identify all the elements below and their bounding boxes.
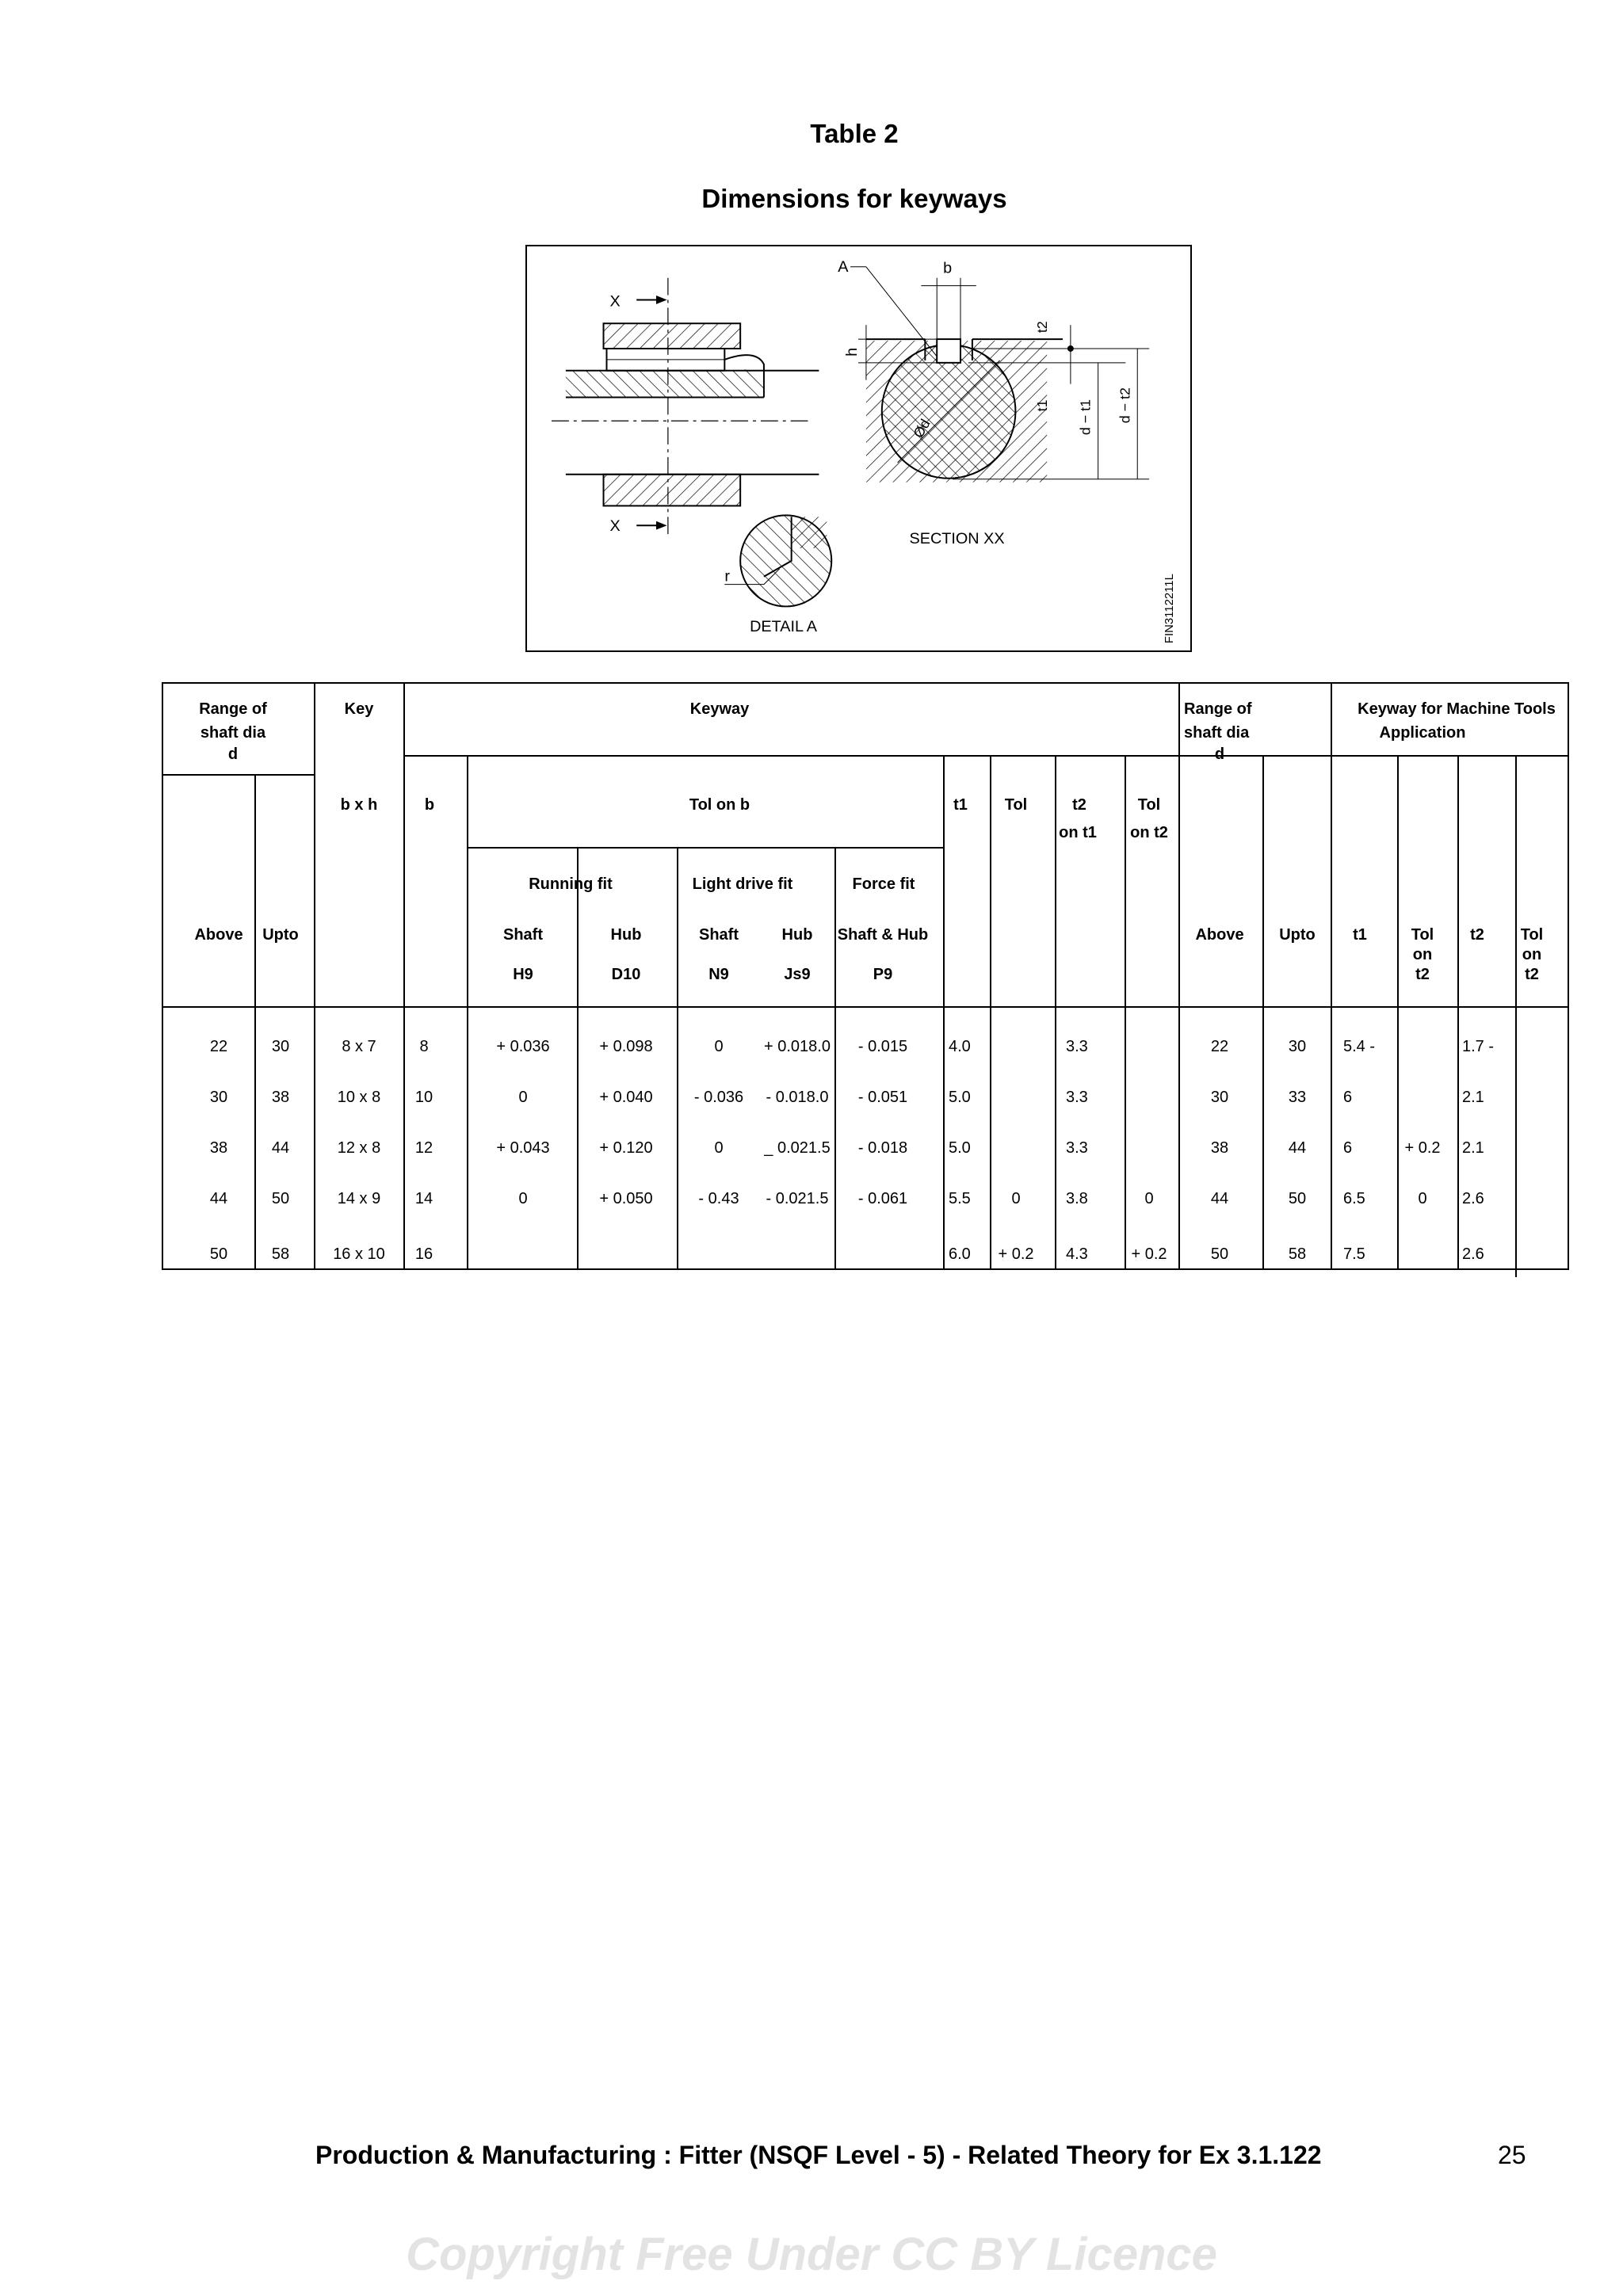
hdr-n9: N9	[708, 966, 729, 983]
hdr-above-2: Above	[1195, 926, 1244, 944]
table-cell: 2.6	[1462, 1245, 1484, 1263]
table-cell: 4.3	[1066, 1245, 1088, 1263]
table-cell: 7.5	[1343, 1245, 1365, 1263]
table-cell: 6	[1343, 1089, 1353, 1106]
table-cell: 5.0	[949, 1139, 971, 1157]
table-cell: _ 0.021.5	[764, 1139, 831, 1157]
table-cell: 2.6	[1462, 1190, 1484, 1207]
hdr-tol: Tol	[1004, 796, 1028, 814]
h-label: h	[843, 347, 861, 357]
table-cell: 44	[209, 1190, 228, 1207]
hdr-mt-tol-2c: t2	[1525, 966, 1539, 983]
section-label: SECTION XX	[909, 530, 1005, 548]
table-headers	[194, 700, 1555, 983]
a-label: A	[838, 257, 849, 276]
hdr-t2: t2	[1072, 796, 1086, 814]
table-cell: + 0.050	[599, 1190, 653, 1207]
table-cell: 44	[1288, 1139, 1307, 1157]
hdr-range-1: Range of	[199, 700, 267, 718]
hdr-above: Above	[194, 926, 243, 944]
hdr-force-fit: Force fit	[852, 875, 915, 893]
hdr-range-3: d	[227, 746, 239, 763]
t2-label: t2	[1034, 321, 1051, 334]
hdr-key: Key	[344, 700, 374, 718]
hdr-range-2: shaft dia	[200, 724, 266, 742]
hdr-shaft-n9: Shaft	[699, 926, 739, 944]
hdr-range2-3: d	[1214, 746, 1225, 763]
table-cell: + 0.018.0	[764, 1038, 831, 1055]
table-cell: 2.1	[1462, 1089, 1484, 1106]
table-cell: + 0.043	[496, 1139, 550, 1157]
hdr-mt-tol-1b: on	[1412, 946, 1433, 963]
hdr-hub-d10: Hub	[610, 926, 642, 944]
hdr-shaft-and-hub: Shaft & Hub	[837, 926, 929, 944]
table-cell: 0	[1418, 1190, 1427, 1207]
table-cell: 8 x 7	[342, 1038, 376, 1055]
keyway-drawing	[525, 245, 1192, 652]
hdr-range2-2: shaft dia	[1184, 724, 1250, 742]
table-cell: 0	[518, 1089, 528, 1106]
table-cell: 58	[271, 1245, 290, 1263]
hdr-machine-tools-2: Application	[1379, 724, 1466, 742]
table-cell: 50	[209, 1245, 228, 1263]
table-cell: 38	[209, 1139, 228, 1157]
table-cell: 0	[714, 1139, 724, 1157]
hdr-mt-tol-2b: on	[1522, 946, 1542, 963]
table-cell: 12	[414, 1139, 433, 1157]
table-cell: 10	[414, 1089, 433, 1106]
hdr-hub-js9: Hub	[781, 926, 813, 944]
hdr-bxh: b x h	[340, 796, 378, 814]
table-cell: 0	[1144, 1190, 1154, 1207]
hdr-h9: H9	[513, 966, 533, 983]
longitudinal-view	[552, 278, 819, 537]
hdr-on-t1: on t1	[1059, 824, 1097, 841]
table-cell: 8	[419, 1038, 429, 1055]
table-cell: + 0.2	[1404, 1139, 1441, 1157]
detail-a	[724, 515, 831, 606]
hdr-mt-t1: t1	[1353, 926, 1367, 944]
hdr-t1: t1	[953, 796, 968, 814]
table-cell: - 0.061	[857, 1190, 908, 1207]
table-cell: - 0.015	[857, 1038, 908, 1055]
table-cell: 5.4 -	[1343, 1038, 1376, 1055]
hdr-shaft-h9: Shaft	[503, 926, 543, 944]
table-cell: 22	[209, 1038, 228, 1055]
detail-label: DETAIL A	[750, 618, 817, 636]
table-cell: 44	[271, 1139, 290, 1157]
figure-id: FIN3112211L	[1163, 574, 1176, 644]
table-cell: + 0.2	[1131, 1245, 1167, 1263]
table-cell: 5.0	[949, 1089, 971, 1106]
table-cell: 3.3	[1066, 1139, 1088, 1157]
table-cell: 1.7 -	[1462, 1038, 1495, 1055]
table-cell: 10 x 8	[337, 1089, 381, 1106]
table-cell: 33	[1288, 1089, 1307, 1106]
page-number: 25	[1498, 2141, 1526, 2169]
hdr-mt-tol-1c: t2	[1415, 966, 1430, 983]
t1-label: t1	[1034, 399, 1051, 412]
x-bottom-label: X	[609, 517, 621, 536]
table-cell: 0	[518, 1190, 528, 1207]
phi-d-label: Ød	[910, 416, 934, 441]
hdr-tol-2: Tol	[1137, 796, 1161, 814]
hdr-range2-1: Range of	[1184, 700, 1252, 718]
section-xx	[850, 267, 1149, 482]
table-cell: 14	[414, 1190, 433, 1207]
table-cell: 3.8	[1066, 1190, 1088, 1207]
table-cell: 50	[271, 1190, 290, 1207]
table-cell: 3.3	[1066, 1038, 1088, 1055]
table-cell: - 0.018.0	[766, 1089, 829, 1106]
table-cell: 30	[1288, 1038, 1307, 1055]
table-cell: + 0.120	[599, 1139, 653, 1157]
table-cell: 38	[271, 1089, 290, 1106]
table-cell: - 0.051	[857, 1089, 908, 1106]
table-cell: 30	[1210, 1089, 1229, 1106]
hdr-b: b	[424, 796, 435, 814]
hdr-on-t2: on t2	[1130, 824, 1168, 841]
hdr-mt-t2: t2	[1470, 926, 1484, 944]
table-cell: 16	[414, 1245, 433, 1263]
hdr-running-fit: Running fit	[529, 875, 613, 893]
table-cell: + 0.098	[599, 1038, 653, 1055]
table-cell: - 0.021.5	[766, 1190, 829, 1207]
hdr-upto: Upto	[262, 926, 299, 944]
hdr-tol-on-b: Tol on b	[689, 796, 750, 814]
table-cell: 12 x 8	[337, 1139, 381, 1157]
table-cell: 58	[1288, 1245, 1307, 1263]
table-cell: 0	[1011, 1190, 1021, 1207]
table-cell: 0	[714, 1038, 724, 1055]
table-cell: 16 x 10	[333, 1245, 385, 1263]
table-cell: 6.5	[1343, 1190, 1365, 1207]
table-cell: 4.0	[949, 1038, 971, 1055]
hdr-js9: Js9	[784, 966, 811, 983]
hdr-light-drive-fit: Light drive fit	[692, 875, 793, 893]
table-cell: 5.5	[949, 1190, 971, 1207]
hdr-p9: P9	[873, 966, 893, 983]
table-cell: + 0.040	[599, 1089, 653, 1106]
page-title: Dimensions for keyways	[701, 184, 1007, 213]
table-cell: + 0.036	[496, 1038, 550, 1055]
table-cell: 50	[1210, 1245, 1229, 1263]
table-label: Table 2	[810, 119, 899, 148]
table-cell: 44	[1210, 1190, 1229, 1207]
table-cell: 3.3	[1066, 1089, 1088, 1106]
x-top-label: X	[609, 292, 621, 311]
d-minus-t1-label: d − t1	[1077, 399, 1094, 436]
hdr-mt-tol-1a: Tol	[1411, 926, 1434, 944]
table-cell: 38	[1210, 1139, 1229, 1157]
hdr-mt-tol-2a: Tol	[1520, 926, 1544, 944]
hdr-keyway: Keyway	[689, 700, 750, 718]
hdr-upto-2: Upto	[1279, 926, 1316, 944]
d-minus-t2-label: d − t2	[1117, 387, 1133, 424]
hdr-d10: D10	[611, 966, 641, 983]
table-cell: 6.0	[949, 1245, 971, 1263]
table-cell: 30	[209, 1089, 228, 1106]
table-grid	[162, 683, 1568, 1277]
table-cell: 22	[1210, 1038, 1229, 1055]
footer-text: Production & Manufacturing : Fitter (NSQF Level - 5) - Related Theory for Ex 3.1.122	[315, 2141, 1322, 2169]
r-label: r	[724, 567, 730, 585]
table-cell: - 0.43	[698, 1190, 739, 1207]
hdr-machine-tools-1: Keyway for Machine Tools	[1358, 700, 1556, 718]
table-cell: - 0.018	[857, 1139, 908, 1157]
b-label: b	[943, 259, 953, 277]
table-cell: 14 x 9	[337, 1190, 381, 1207]
table-cell: 50	[1288, 1190, 1307, 1207]
table-body	[210, 1038, 1494, 1263]
table-cell: 2.1	[1462, 1139, 1484, 1157]
table-cell: - 0.036	[693, 1089, 744, 1106]
table-cell: 6	[1343, 1139, 1353, 1157]
table-cell: 30	[271, 1038, 290, 1055]
table-cell: + 0.2	[998, 1245, 1034, 1263]
watermark: Copyright Free Under CC BY Licence	[406, 2229, 1217, 2280]
